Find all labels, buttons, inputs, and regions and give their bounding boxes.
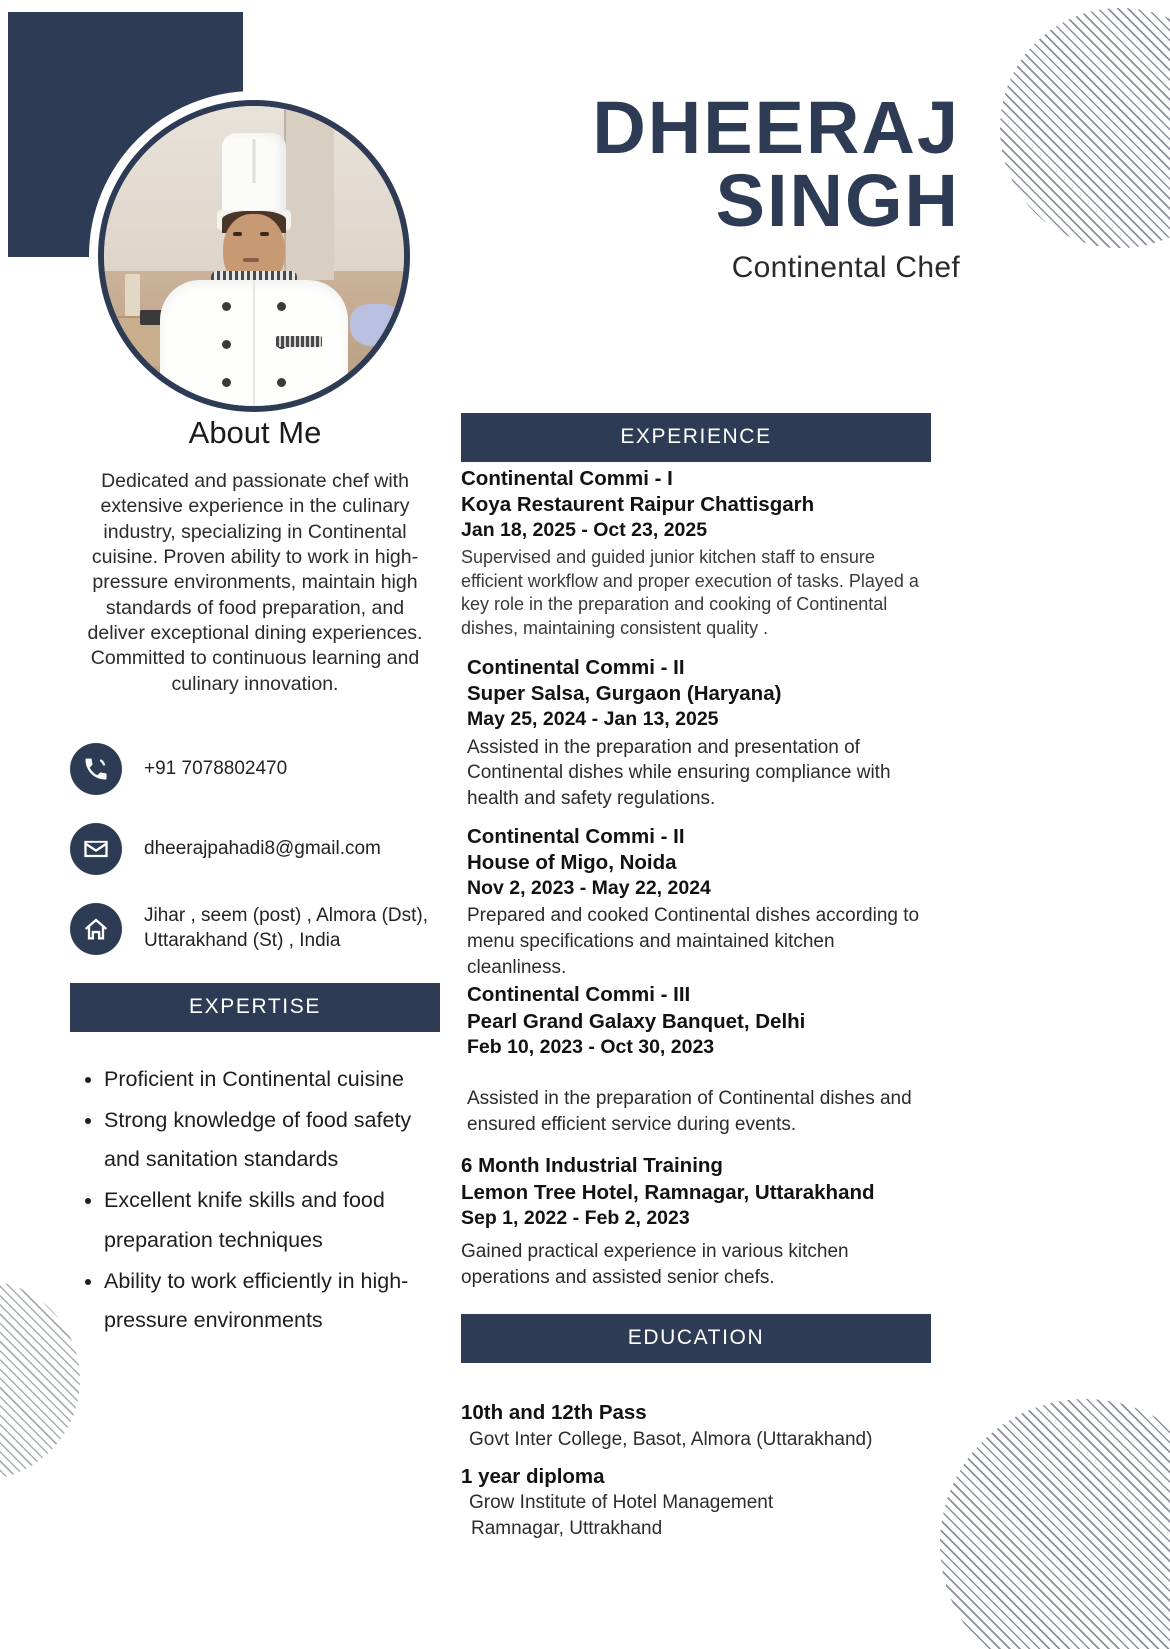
education-item [461,1463,931,1542]
education-institution: Govt Inter College, Basot, Almora (Uttarakhand) [469,1429,873,1451]
education-institution: Grow Institute of Hotel Management [469,1492,774,1514]
job-dates: Sep 1, 2022 - Feb 2, 2023 [461,1206,690,1229]
experience-item [461,655,931,812]
job-dates: Feb 10, 2023 - Oct 30, 2023 [467,1035,715,1058]
education-institution-location: Ramnagar, Uttrakhand [471,1518,663,1540]
experience-item [461,1153,931,1290]
job-organization: Koya Restaurent Raipur Chattisgarh [461,493,815,517]
contact-row-phone[interactable] [70,743,440,795]
job-description: Supervised and guided junior kitchen staff to ensure efficient workflow and proper execution of tasks. Played a key role in the preparation and cooking of Continental dishes, maintaining consistent quality . [461,546,919,639]
job-organization: House of Migo, Noida [467,850,677,874]
job-description: Prepared and cooked Continental dishes according to menu specifications and maintained kitchen cleanliness. [467,905,920,978]
phone-icon [70,743,122,795]
page-title [420,86,960,285]
contact-row-email[interactable] [70,823,440,875]
list-item: • Excellent knife skills and food preparation techniques [104,1181,440,1259]
job-organization: Lemon Tree Hotel, Ramnagar, Uttarakhand [461,1180,875,1204]
job-dates: Nov 2, 2023 - May 22, 2024 [467,877,711,900]
last-name: SINGH [715,158,960,242]
experience-item [461,824,931,981]
contact-list [70,743,440,955]
email-icon [70,823,122,875]
experience-item [461,982,931,1137]
education-title: 10th and 12th Pass [461,1401,647,1425]
experience-section-heading: EXPERIENCE [461,413,931,462]
education-section-heading: EDUCATION [461,1314,931,1363]
first-name: DHEERAJ [592,86,960,169]
striped-circle-top-right-decoration [1000,8,1170,248]
striped-circle-bottom-right-decoration [940,1399,1170,1649]
contact-value-address: Jihar , seem (post) , Almora (Dst), Uttarakhand (St) , India [144,905,429,952]
job-title: Continental Commi - III [467,983,691,1007]
education-item [461,1399,931,1452]
home-icon [70,903,122,955]
striped-circle-left-decoration [0,1280,80,1480]
job-dates: May 25, 2024 - Jan 13, 2025 [467,708,719,731]
job-organization: Super Salsa, Gurgaon (Haryana) [467,682,782,706]
about-heading: About Me [188,415,322,450]
left-sidebar [70,415,440,1342]
profile-photo [98,100,410,412]
job-description: Assisted in the preparation and presentation of Continental dishes while ensuring compliance with health and safety regulations. [467,736,891,809]
job-description: Gained practical experience in various kitchen operations and assisted senior chefs. [461,1241,849,1288]
job-title: 6 Month Industrial Training [461,1154,723,1178]
contact-row-address[interactable] [70,903,440,955]
list-item: • Strong knowledge of food safety and sanitation standards [104,1101,440,1179]
education-title: 1 year diploma [461,1464,605,1488]
contact-value-phone: +91 7078802470 [144,757,288,779]
job-dates: Jan 18, 2025 - Oct 23, 2025 [461,519,708,542]
experience-item [461,466,931,641]
job-title: Continental Commi - II [467,824,685,848]
job-description: Assisted in the preparation of Continental dishes and ensured efficient service during events. [467,1088,912,1135]
contact-value-email: dheerajpahadi8@gmail.com [144,837,381,859]
job-role-subtitle: Continental Chef [731,251,960,285]
list-item: • Proficient in Continental cuisine [104,1060,440,1099]
job-title: Continental Commi - II [467,655,685,679]
main-content [461,413,931,1542]
expertise-section-heading: EXPERTISE [70,983,440,1032]
about-body-text: Dedicated and passionate chef with extensive experience in the culinary industry, specializing in Continental cuisine. Proven ability to work in high-pressure environments, maintain high standards of food preparation, and deliver exceptional dining experiences. Committed to continuous learning and culinary innovation. [87,470,423,695]
job-title: Continental Commi - I [461,467,673,490]
list-item: • Ability to work efficiently in high-pressure environments [104,1262,440,1340]
job-organization: Pearl Grand Galaxy Banquet, Delhi [467,1009,806,1033]
expertise-list [70,1060,440,1340]
